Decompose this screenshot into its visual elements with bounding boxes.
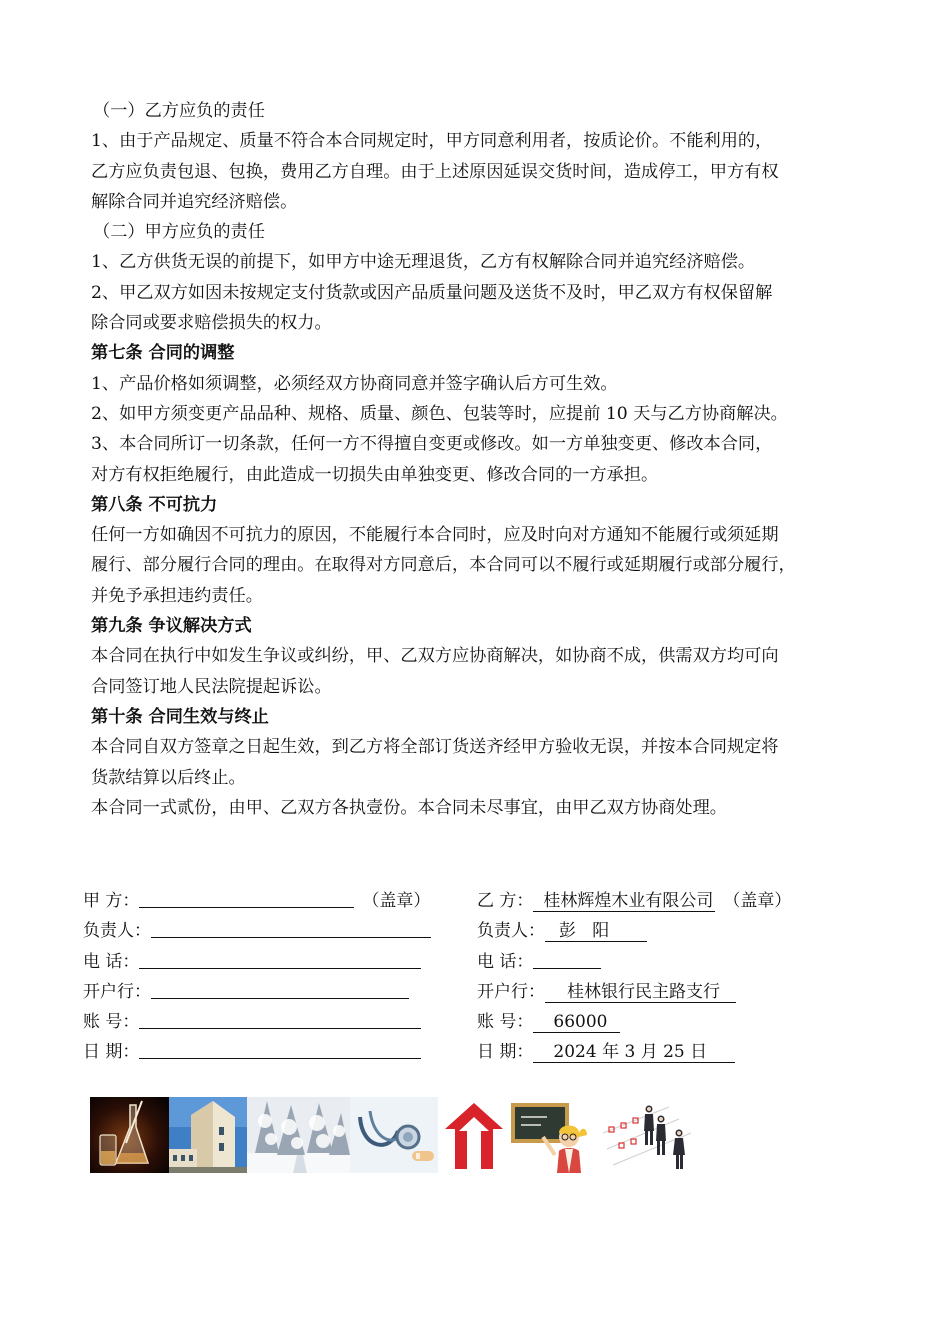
party-a-phone-row — [83, 947, 431, 977]
chemistry-glassware-image — [90, 1097, 169, 1173]
snowy-trees-image — [247, 1097, 350, 1173]
party-a-signature-block — [83, 886, 431, 1068]
party-b-phone-label: 电 话： — [477, 951, 534, 972]
party-b-name-row — [477, 886, 791, 916]
party-b-date-row — [477, 1037, 791, 1067]
party-b-manager-label: 负责人： — [477, 921, 545, 942]
party-a-date-label: 日 期： — [83, 1042, 140, 1063]
school-building-image — [169, 1097, 247, 1173]
party-a-phone-label: 电 话： — [83, 951, 140, 972]
party-b-bank-value: 桂林银行民主路支行 — [545, 982, 736, 1003]
party-b-name-label: 乙 方： — [477, 891, 534, 911]
teacher-blackboard-image — [507, 1097, 599, 1173]
clause-text: （二）甲方应负的责任 — [93, 222, 265, 243]
clause-text: 乙方应负责包退、包换，费用乙方自理。由于上述原因延误交货时间，造成停工，甲方有权 — [91, 161, 779, 182]
red-logo-image — [441, 1097, 507, 1173]
stethoscope-image — [350, 1097, 438, 1173]
party-a-date-blank — [139, 1041, 421, 1059]
clause-text: 合同签订地人民法院提起诉讼。 — [91, 676, 332, 697]
business-people-checklist-image — [599, 1097, 702, 1173]
clause-text: 1、乙方供货无误的前提下，如甲方中途无理退货，乙方有权解除合同并追究经济赔偿。 — [91, 252, 756, 273]
party-b-name-value: 桂林辉煌木业有限公司 — [533, 891, 715, 912]
clause-text: 1、由于产品规定、质量不符合本合同规定时，甲方同意利用者，按质论价。不能利用的， — [91, 131, 773, 152]
party-b-manager-value: 彭 阳 — [545, 921, 647, 942]
party-b-date-label: 日 期： — [477, 1042, 534, 1063]
contract-clauses — [91, 96, 861, 823]
party-a-bank-label: 开户行： — [83, 981, 151, 1002]
party-a-manager-label: 负责人： — [83, 921, 151, 942]
clause-text: 解除合同并追究经济赔偿。 — [91, 191, 298, 212]
party-a-account-label: 账 号： — [83, 1012, 140, 1033]
clause-text: 本合同自双方签章之日起生效，到乙方将全部订货送齐经甲方验收无误，并按本合同规定将 — [91, 737, 779, 758]
clause-heading: 第七条 合同的调整 — [91, 343, 235, 364]
party-b-phone-row — [477, 947, 791, 977]
clause-heading: 第九条 争议解决方式 — [91, 616, 252, 637]
clause-text: 2、甲乙双方如因未按规定支付货款或因产品质量问题及送货不及时，甲乙双方有权保留解 — [91, 282, 773, 303]
clause-text: 1、产品价格如须调整，必须经双方协商同意并签字确认后方可生效。 — [91, 373, 618, 394]
party-a-phone-blank — [139, 951, 421, 969]
party-a-bank-row — [83, 977, 431, 1007]
party-a-name-label: 甲 方： — [83, 891, 140, 911]
party-b-account-value: 66000 — [533, 1012, 619, 1033]
party-b-stamp-label: （盖章） — [723, 891, 792, 911]
party-b-phone-blank — [533, 951, 601, 969]
clause-text: 本合同在执行中如发生争议或纠纷，甲、乙双方应协商解决，如协商不成，供需双方均可向 — [91, 646, 779, 667]
clause-text: 并免予承担违约责任。 — [91, 585, 263, 606]
clause-text: （一）乙方应负的责任 — [93, 101, 265, 121]
party-a-account-blank — [139, 1011, 421, 1029]
clause-text: 2、如甲方须变更产品品种、规格、质量、颜色、包装等时，应提前 10 天与乙方协商解决。 — [91, 403, 788, 424]
party-b-bank-row — [477, 977, 791, 1007]
party-b-account-label: 账 号： — [477, 1012, 534, 1033]
clause-heading: 第十条 合同生效与终止 — [91, 706, 269, 727]
clause-heading: 第八条 不可抗力 — [91, 494, 218, 515]
party-b-manager-row — [477, 916, 791, 946]
decorative-image-strip — [90, 1097, 710, 1175]
clause-text: 履行、部分履行合同的理由。在取得对方同意后，本合同可以不履行或延期履行或部分履行， — [91, 555, 796, 576]
party-a-stamp-label: （盖章） — [362, 891, 431, 911]
clause-text: 对方有权拒绝履行，由此造成一切损失由单独变更、修改合同的一方承担。 — [91, 464, 659, 485]
party-b-date-value: 2024 年 3 月 25 日 — [533, 1042, 735, 1063]
party-a-name-blank — [139, 890, 354, 908]
clause-text: 任何一方如确因不可抗力的原因，不能履行本合同时，应及时向对方通知不能履行或须延期 — [91, 525, 779, 546]
clause-text: 除合同或要求赔偿损失的权力。 — [91, 313, 332, 334]
party-b-bank-label: 开户行： — [477, 981, 545, 1002]
party-a-date-row — [83, 1037, 431, 1067]
party-a-account-row — [83, 1007, 431, 1037]
party-a-bank-blank — [151, 981, 409, 999]
party-b-account-row — [477, 1007, 791, 1037]
party-a-manager-blank — [151, 920, 431, 938]
clause-text: 货款结算以后终止。 — [91, 767, 246, 788]
party-b-signature-block — [477, 886, 791, 1068]
party-a-manager-row — [83, 916, 431, 946]
clause-text: 本合同一式贰份，由甲、乙双方各执壹份。本合同未尽事宜，由甲乙双方协商处理。 — [91, 797, 727, 818]
clause-text: 3、本合同所订一切条款，任何一方不得擅自变更或修改。如一方单独变更、修改本合同， — [91, 434, 773, 455]
party-a-name-row — [83, 886, 431, 916]
